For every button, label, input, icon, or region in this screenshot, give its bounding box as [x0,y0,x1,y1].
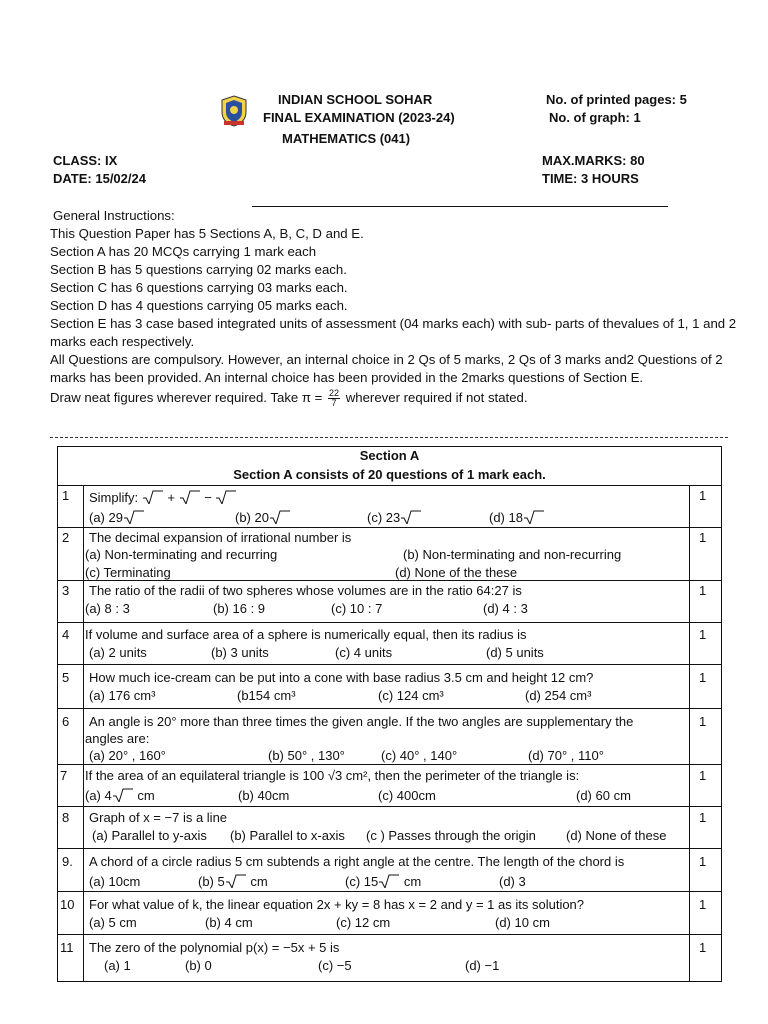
question-marks: 1 [699,940,707,955]
pi-numerator: 22 [329,388,340,399]
date-label: DATE: 15/02/24 [53,171,146,186]
option-c: (c) 10 : 7 [331,601,383,616]
question-text: For what value of k, the linear equation 2x + ky = 8 has x = 2 and y = 1 as its solution? [89,897,585,912]
option-d: (d) 254 cm³ [525,688,592,703]
option-c: (c) 124 cm³ [378,688,444,703]
pi-fraction [328,389,340,408]
option-text: (c) 15 [345,874,379,889]
option-text: (a) 4 [85,788,112,803]
printed-pages: No. of printed pages: 5 [546,92,687,107]
row-divider [58,527,721,528]
question-marks: 1 [699,714,707,729]
option-b: (b154 cm³ [237,688,296,703]
question-number: 11 [60,940,74,955]
question-number: 6 [62,714,70,729]
class-label: CLASS: IX [53,153,118,168]
option-b [198,873,268,891]
exam-title: FINAL EXAMINATION (2023-24) [263,110,455,125]
question-marks: 1 [699,488,707,503]
question-text-cont: angles are: [85,731,150,746]
figures-text-end: wherever required if not stated. [345,390,528,405]
time-label: TIME: 3 HOURS [542,171,639,186]
option-unit: cm [137,788,155,803]
question-marks: 1 [699,768,707,783]
question-text: An angle is 20° more than three times the given angle. If the two angles are supplementary the [89,714,634,729]
option-a: (a) Non-terminating and recurring [85,547,278,562]
question-text [89,489,237,507]
option-d: (d) None of the these [395,565,518,580]
section-subtitle: Section A consists of 20 questions of 1 mark each. [233,467,546,482]
sqrt-symbol [226,874,246,888]
option-a: (a) 8 : 3 [85,601,130,616]
option-d: (d) 5 units [486,645,544,660]
option-a: (a) 1 [104,958,131,973]
section-title: Section A [359,448,420,463]
plus-sign: + [167,490,175,505]
sqrt-symbol [401,510,421,524]
option-d: (d) None of these [566,828,667,843]
option-d: (d) −1 [465,958,500,973]
question-text: If volume and surface area of a sphere is numerically equal, then its radius is [85,627,527,642]
instruction-line: Section D has 4 questions carrying 05 marks each. [50,298,348,313]
row-divider [58,848,721,849]
subject-title: MATHEMATICS (041) [282,131,411,146]
question-number: 7 [60,768,68,783]
option-d: (d) 60 cm [576,788,631,803]
question-marks: 1 [699,810,707,825]
option-text: (d) 18 [489,510,523,525]
instruction-line: Section A has 20 MCQs carrying 1 mark each [50,244,317,259]
question-marks: 1 [699,897,707,912]
row-divider [58,891,721,892]
minus-sign: − [204,490,212,505]
question-marks: 1 [699,627,707,642]
question-text: The decimal expansion of irrational number is [89,530,352,545]
question-stem: Simplify: [89,490,139,505]
sqrt-symbol [113,788,133,802]
option-d: (d) 10 cm [495,915,550,930]
instruction-figures [50,389,740,408]
option-a: (a) 2 units [89,645,147,660]
question-number: 5 [62,670,70,685]
option-a: (a) 5 cm [89,915,137,930]
option-a: (a) 10cm [89,874,141,889]
instructions-title: General Instructions: [53,208,175,223]
general-instructions [50,207,740,408]
sqrt-symbol [379,874,399,888]
question-number: 1 [62,488,70,503]
option-a [89,509,145,527]
dashed-separator [50,437,728,438]
row-divider [58,806,721,807]
question-text: How much ice-cream can be put into a cone with base radius 3.5 cm and height 12 cm? [89,670,594,685]
option-c [345,873,421,891]
question-text: The zero of the polynomial p(x) = −5x + 5 is [89,940,340,955]
instruction-line: Section C has 6 questions carrying 03 marks each. [50,280,348,295]
sqrt-symbol [180,490,200,504]
option-a: (a) 20° , 160° [89,748,166,763]
option-text: (c) 23 [367,510,401,525]
option-b: (b) Non-terminating and non-recurring [403,547,622,562]
row-divider [58,934,721,935]
school-name: INDIAN SCHOOL SOHAR [278,92,433,107]
question-text: The ratio of the radii of two spheres whose volumes are in the ratio 64:27 is [89,583,522,598]
option-d: (d) 3 [499,874,526,889]
option-unit: cm [403,874,422,889]
option-unit: cm [250,874,268,889]
row-divider [58,485,721,486]
question-text: A chord of a circle radius 5 cm subtends a right angle at the centre. The length of the chord is [89,854,625,869]
sqrt-symbol [524,510,544,524]
question-number: 4 [62,627,70,642]
option-text: (b) 5 [198,874,225,889]
option-b: (b) 16 : 9 [213,601,266,616]
question-number: 9. [62,854,73,869]
question-number: 10 [60,897,75,912]
option-c [367,509,422,527]
option-d [489,509,545,527]
option-a: (a) Parallel to y-axis [92,828,207,843]
graph-count: No. of graph: 1 [549,110,641,125]
option-c: (c) −5 [318,958,352,973]
sqrt-symbol [143,490,163,504]
row-divider [58,664,721,665]
option-d: (d) 4 : 3 [483,601,528,616]
question-marks: 1 [699,530,707,545]
row-divider [58,622,721,623]
sqrt-symbol [216,490,236,504]
option-c: (c ) Passes through the origin [366,828,536,843]
school-logo [219,94,249,128]
option-c: (c) 4 units [335,645,393,660]
option-c: (c) 12 cm [336,915,391,930]
question-marks: 1 [699,670,707,685]
instruction-section-e: Section E has 3 case based integrated units of assessment (04 marks each) with sub- parts of thevalues of 1, 1 and 2 marks each respectively. [50,316,737,349]
question-marks: 1 [699,583,707,598]
sqrt-symbol [124,510,144,524]
option-b: (b) 3 units [211,645,269,660]
instruction-line: Section B has 5 questions carrying 02 marks each. [50,262,347,277]
option-text: (a) 29 [89,510,123,525]
row-divider [58,708,721,709]
question-number: 3 [62,583,70,598]
option-c: (c) 40° , 140° [381,748,458,763]
question-marks: 1 [699,854,707,869]
sqrt-symbol [270,510,290,524]
max-marks: MAX.MARKS: 80 [542,153,645,168]
option-b [235,509,291,527]
option-a: (a) 176 cm³ [89,688,156,703]
option-b: (b) Parallel to x-axis [230,828,345,843]
pi-denominator: 7 [331,398,337,409]
col-divider [689,485,690,981]
question-text: Graph of x = −7 is a line [89,810,228,825]
option-text: (b) 20 [235,510,269,525]
option-d: (d) 70° , 110° [528,748,604,763]
option-b: (b) 4 cm [205,915,253,930]
col-divider [83,485,84,981]
option-b: (b) 0 [185,958,212,973]
question-number: 2 [62,530,70,545]
question-text: If the area of an equilateral triangle is 100 √3 cm², then the perimeter of the triangle is: [85,768,580,783]
figures-text: Draw neat figures wherever required. Take π = [50,390,323,405]
option-c: (c) 400cm [378,788,436,803]
instruction-line: This Question Paper has 5 Sections A, B, C, D and E. [50,226,364,241]
option-b: (b) 40cm [238,788,290,803]
question-number: 8 [62,810,70,825]
option-a [85,787,155,805]
option-b: (b) 50° , 130° [268,748,345,763]
option-c: (c) Terminating [85,565,171,580]
questions-table [57,446,722,982]
instruction-choice: All Questions are compulsory. However, an internal choice in 2 Qs of 5 marks, 2 Qs of 3 marks and2 Questions of 2 marks has been provided. An internal choice has been provided in the 2marks questions of Section E. [50,352,723,385]
